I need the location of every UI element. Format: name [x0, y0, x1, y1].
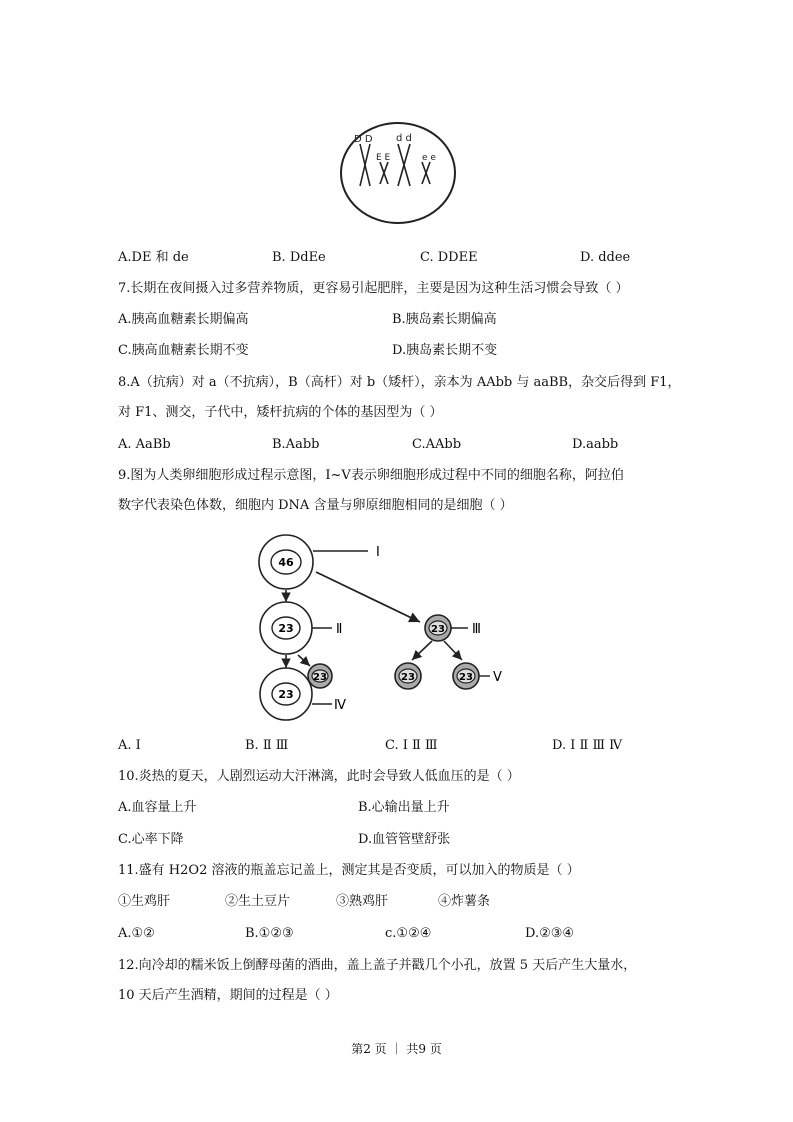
q7-option-a: A.胰高血糖素长期偏高 [118, 312, 249, 327]
q9-option-d: D. Ⅰ Ⅱ Ⅲ Ⅳ [552, 738, 623, 753]
cell-V-number: 23 [459, 672, 473, 683]
q8-option-a: A. AaBb [118, 437, 171, 452]
q7-option-d: D.胰岛素长期不变 [392, 343, 498, 358]
q12-stem-line1: 12.向冷却的糯米饭上倒酵母菌的酒曲，盖上盖子并戳几个小孔，放置 5 天后产生大量水， [118, 958, 637, 973]
q8-option-b: B.Aabb [272, 437, 320, 452]
q11-option-b: B.①②③ [245, 926, 294, 941]
q11-option-c: c.①②④ [385, 926, 432, 941]
q8-stem-line1: 8.A（抗病）对 a（不抗病），B（高杆）对 b（矮杆），亲本为 AAbb 与 aaBB，杂交后得到 F1， [118, 375, 681, 390]
q7-option-b: B.胰岛素长期偏高 [392, 312, 497, 327]
label-III: Ⅲ [472, 622, 481, 637]
q12-stem-line2: 10 天后产生酒精，期间的过程是（ ） [118, 988, 338, 1003]
page-footer: 第2 页 ｜ 共9 页 [351, 1042, 442, 1056]
label-IV: Ⅳ [334, 698, 346, 713]
q10-option-b: B.心输出量上升 [358, 800, 450, 815]
q8-option-c: C.AAbb [412, 437, 462, 452]
q11-item-2: ②生土豆片 [225, 894, 291, 909]
q10-option-a: A.血容量上升 [118, 800, 197, 815]
cell-IV-number: 23 [278, 688, 294, 701]
label-II: Ⅱ [336, 622, 343, 637]
q11-item-1: ①生鸡肝 [118, 894, 171, 909]
q9-stem-line1: 9.图为人类卵细胞形成过程示意图，Ⅰ~Ⅴ表示卵细胞形成过程中不同的细胞名称，阿拉伯 [118, 468, 624, 483]
q9-option-c: C. Ⅰ Ⅱ Ⅲ [385, 738, 438, 753]
q6-option-d: D. ddee [580, 250, 631, 265]
label-ee: e e [422, 153, 436, 163]
label-dd: d d [396, 133, 412, 144]
q11-item-4: ④炸薯条 [438, 894, 491, 909]
q6-option-a: A.DE 和 de [118, 250, 189, 265]
q11-option-a: A.①② [118, 926, 155, 941]
oogenesis-figure [250, 530, 520, 730]
q7-option-c: C.胰高血糖素长期不变 [118, 343, 249, 358]
q9-stem-line2: 数字代表染色体数，细胞内 DNA 含量与卵原细胞相同的是细胞（ ） [118, 498, 513, 513]
q10-stem: 10.炎热的夏天，人剧烈运动大汗淋漓，此时会导致人低血压的是（ ） [118, 769, 520, 784]
cell-I-number: 46 [278, 556, 294, 569]
cell-polar-b-number: 23 [313, 672, 327, 683]
q11-option-d: D.②③④ [525, 926, 575, 941]
cell-polar-a-number: 23 [401, 672, 415, 683]
q8-stem-line2: 对 F1、测交，子代中，矮杆抗病的个体的基因型为（ ） [118, 405, 443, 420]
chromosome-cell-figure [338, 120, 460, 226]
q7-stem: 7.长期在夜间摄入过多营养物质，更容易引起肥胖，主要是因为这种生活习惯会导致（ ） [118, 281, 629, 296]
q11-item-3: ③熟鸡肝 [336, 894, 389, 909]
label-I: Ⅰ [376, 545, 380, 560]
q6-option-b: B. DdEe [272, 250, 326, 265]
label-EE: E E [376, 153, 391, 163]
cell-III-number: 23 [431, 624, 445, 635]
cell-II-number: 23 [278, 622, 294, 635]
q9-option-b: B. Ⅱ Ⅲ [245, 738, 289, 753]
q10-option-c: C.心率下降 [118, 832, 184, 847]
label-V: Ⅴ [493, 670, 502, 685]
q11-stem: 11.盛有 H2O2 溶液的瓶盖忘记盖上，测定其是否变质，可以加入的物质是（ ） [118, 863, 580, 878]
label-DD: D D [354, 134, 373, 145]
q9-option-a: A. Ⅰ [118, 738, 141, 753]
q8-option-d: D.aabb [572, 437, 619, 452]
q6-option-c: C. DDEE [420, 250, 478, 265]
q10-option-d: D.血管管壁舒张 [358, 832, 451, 847]
